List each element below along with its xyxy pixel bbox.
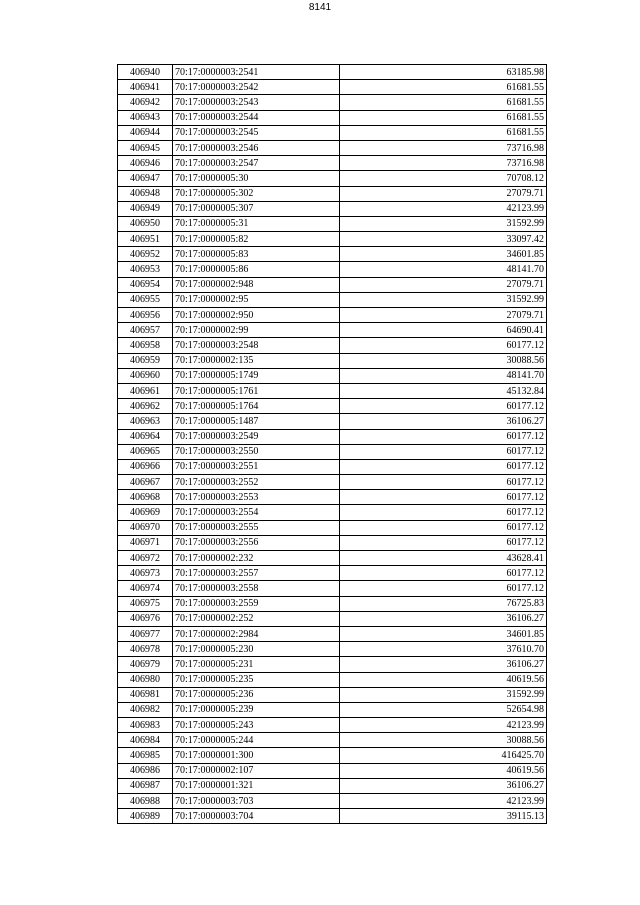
row-number-cell: 406952 bbox=[118, 247, 173, 262]
table-row bbox=[118, 505, 547, 520]
row-number-cell: 406960 bbox=[118, 368, 173, 383]
table-row bbox=[118, 216, 547, 231]
table-row bbox=[118, 672, 547, 687]
cadastral-number-cell: 70:17:0000005:31 bbox=[173, 216, 340, 231]
cadastral-number-cell: 70:17:0000005:236 bbox=[173, 687, 340, 702]
value-cell: 60177.12 bbox=[340, 338, 547, 353]
row-number-cell: 406955 bbox=[118, 292, 173, 307]
row-number-cell: 406972 bbox=[118, 551, 173, 566]
row-number-cell: 406977 bbox=[118, 626, 173, 641]
row-number-cell: 406942 bbox=[118, 95, 173, 110]
cadastral-number-cell: 70:17:0000005:230 bbox=[173, 642, 340, 657]
row-number-cell: 406964 bbox=[118, 429, 173, 444]
row-number-cell: 406981 bbox=[118, 687, 173, 702]
row-number-cell: 406987 bbox=[118, 778, 173, 793]
value-cell: 30088.56 bbox=[340, 733, 547, 748]
value-cell: 27079.71 bbox=[340, 277, 547, 292]
row-number-cell: 406976 bbox=[118, 611, 173, 626]
cadastral-number-cell: 70:17:0000005:235 bbox=[173, 672, 340, 687]
row-number-cell: 406963 bbox=[118, 414, 173, 429]
table-row bbox=[118, 611, 547, 626]
row-number-cell: 406983 bbox=[118, 718, 173, 733]
table-row bbox=[118, 566, 547, 581]
row-number-cell: 406980 bbox=[118, 672, 173, 687]
cadastral-number-cell: 70:17:0000003:2554 bbox=[173, 505, 340, 520]
row-number-cell: 406973 bbox=[118, 566, 173, 581]
page-number: 8141 bbox=[308, 2, 332, 13]
table-row bbox=[118, 383, 547, 398]
table-row bbox=[118, 171, 547, 186]
table-row bbox=[118, 65, 547, 80]
value-cell: 43628.41 bbox=[340, 551, 547, 566]
value-cell: 48141.70 bbox=[340, 368, 547, 383]
cadastral-number-cell: 70:17:0000003:2542 bbox=[173, 80, 340, 95]
value-cell: 70708.12 bbox=[340, 171, 547, 186]
cadastral-number-cell: 70:17:0000003:2544 bbox=[173, 110, 340, 125]
row-number-cell: 406948 bbox=[118, 186, 173, 201]
value-cell: 36106.27 bbox=[340, 778, 547, 793]
value-cell: 52654.98 bbox=[340, 702, 547, 717]
value-cell: 30088.56 bbox=[340, 353, 547, 368]
cadastral-number-cell: 70:17:0000005:244 bbox=[173, 733, 340, 748]
cadastral-number-cell: 70:17:0000003:2552 bbox=[173, 475, 340, 490]
value-cell: 73716.98 bbox=[340, 140, 547, 155]
row-number-cell: 406957 bbox=[118, 323, 173, 338]
value-cell: 42123.99 bbox=[340, 794, 547, 809]
cadastral-number-cell: 70:17:0000002:99 bbox=[173, 323, 340, 338]
value-cell: 60177.12 bbox=[340, 399, 547, 414]
table-row bbox=[118, 520, 547, 535]
row-number-cell: 406959 bbox=[118, 353, 173, 368]
table-row bbox=[118, 232, 547, 247]
cadastral-number-cell: 70:17:0000003:2556 bbox=[173, 535, 340, 550]
table-row bbox=[118, 748, 547, 763]
table-row bbox=[118, 763, 547, 778]
value-cell: 60177.12 bbox=[340, 520, 547, 535]
value-cell: 36106.27 bbox=[340, 611, 547, 626]
cadastral-number-cell: 70:17:0000003:2550 bbox=[173, 444, 340, 459]
cadastral-number-cell: 70:17:0000005:1764 bbox=[173, 399, 340, 414]
value-cell: 63185.98 bbox=[340, 65, 547, 80]
table-row bbox=[118, 353, 547, 368]
row-number-cell: 406946 bbox=[118, 156, 173, 171]
row-number-cell: 406954 bbox=[118, 277, 173, 292]
table-row bbox=[118, 581, 547, 596]
cadastral-number-cell: 70:17:0000003:2557 bbox=[173, 566, 340, 581]
row-number-cell: 406984 bbox=[118, 733, 173, 748]
value-cell: 61681.55 bbox=[340, 125, 547, 140]
row-number-cell: 406962 bbox=[118, 399, 173, 414]
cadastral-number-cell: 70:17:0000005:30 bbox=[173, 171, 340, 186]
data-table bbox=[117, 64, 547, 824]
row-number-cell: 406985 bbox=[118, 748, 173, 763]
table-row bbox=[118, 308, 547, 323]
value-cell: 60177.12 bbox=[340, 535, 547, 550]
row-number-cell: 406967 bbox=[118, 475, 173, 490]
value-cell: 36106.27 bbox=[340, 414, 547, 429]
row-number-cell: 406975 bbox=[118, 596, 173, 611]
cadastral-number-cell: 70:17:0000003:2541 bbox=[173, 65, 340, 80]
cadastral-number-cell: 70:17:0000005:1761 bbox=[173, 383, 340, 398]
cadastral-number-cell: 70:17:0000005:307 bbox=[173, 201, 340, 216]
value-cell: 416425.70 bbox=[340, 748, 547, 763]
row-number-cell: 406979 bbox=[118, 657, 173, 672]
value-cell: 61681.55 bbox=[340, 80, 547, 95]
table-row bbox=[118, 414, 547, 429]
cadastral-number-cell: 70:17:0000005:1487 bbox=[173, 414, 340, 429]
table-row bbox=[118, 262, 547, 277]
cadastral-number-cell: 70:17:0000003:2543 bbox=[173, 95, 340, 110]
table-row bbox=[118, 277, 547, 292]
row-number-cell: 406969 bbox=[118, 505, 173, 520]
value-cell: 60177.12 bbox=[340, 581, 547, 596]
value-cell: 64690.41 bbox=[340, 323, 547, 338]
table-row bbox=[118, 125, 547, 140]
row-number-cell: 406974 bbox=[118, 581, 173, 596]
cadastral-number-cell: 70:17:0000003:2548 bbox=[173, 338, 340, 353]
value-cell: 60177.12 bbox=[340, 566, 547, 581]
table-row bbox=[118, 140, 547, 155]
table-row bbox=[118, 110, 547, 125]
value-cell: 60177.12 bbox=[340, 459, 547, 474]
table-body bbox=[118, 65, 547, 824]
table-row bbox=[118, 642, 547, 657]
row-number-cell: 406953 bbox=[118, 262, 173, 277]
cadastral-number-cell: 70:17:0000005:243 bbox=[173, 718, 340, 733]
row-number-cell: 406950 bbox=[118, 216, 173, 231]
row-number-cell: 406956 bbox=[118, 308, 173, 323]
cadastral-number-cell: 70:17:0000003:2547 bbox=[173, 156, 340, 171]
value-cell: 45132.84 bbox=[340, 383, 547, 398]
value-cell: 39115.13 bbox=[340, 809, 547, 824]
value-cell: 60177.12 bbox=[340, 475, 547, 490]
cadastral-number-cell: 70:17:0000005:83 bbox=[173, 247, 340, 262]
cadastral-number-cell: 70:17:0000005:302 bbox=[173, 186, 340, 201]
row-number-cell: 406949 bbox=[118, 201, 173, 216]
value-cell: 37610.70 bbox=[340, 642, 547, 657]
cadastral-number-cell: 70:17:0000002:95 bbox=[173, 292, 340, 307]
cadastral-number-cell: 70:17:0000002:107 bbox=[173, 763, 340, 778]
value-cell: 34601.85 bbox=[340, 626, 547, 641]
table-row bbox=[118, 95, 547, 110]
value-cell: 31592.99 bbox=[340, 292, 547, 307]
cadastral-number-cell: 70:17:0000003:703 bbox=[173, 794, 340, 809]
value-cell: 34601.85 bbox=[340, 247, 547, 262]
value-cell: 42123.99 bbox=[340, 201, 547, 216]
value-cell: 40619.56 bbox=[340, 672, 547, 687]
row-number-cell: 406944 bbox=[118, 125, 173, 140]
cadastral-number-cell: 70:17:0000003:2549 bbox=[173, 429, 340, 444]
table-row bbox=[118, 429, 547, 444]
cadastral-number-cell: 70:17:0000003:704 bbox=[173, 809, 340, 824]
table-row bbox=[118, 535, 547, 550]
cadastral-number-cell: 70:17:0000003:2555 bbox=[173, 520, 340, 535]
table-row bbox=[118, 399, 547, 414]
value-cell: 61681.55 bbox=[340, 110, 547, 125]
row-number-cell: 406961 bbox=[118, 383, 173, 398]
row-number-cell: 406965 bbox=[118, 444, 173, 459]
table-row bbox=[118, 718, 547, 733]
table-row bbox=[118, 490, 547, 505]
value-cell: 48141.70 bbox=[340, 262, 547, 277]
row-number-cell: 406958 bbox=[118, 338, 173, 353]
cadastral-number-cell: 70:17:0000005:82 bbox=[173, 232, 340, 247]
row-number-cell: 406947 bbox=[118, 171, 173, 186]
table-row bbox=[118, 657, 547, 672]
table-row bbox=[118, 186, 547, 201]
value-cell: 33097.42 bbox=[340, 232, 547, 247]
value-cell: 60177.12 bbox=[340, 505, 547, 520]
cadastral-number-cell: 70:17:0000002:2984 bbox=[173, 626, 340, 641]
value-cell: 40619.56 bbox=[340, 763, 547, 778]
table-row bbox=[118, 156, 547, 171]
table-row bbox=[118, 247, 547, 262]
cadastral-number-cell: 70:17:0000003:2559 bbox=[173, 596, 340, 611]
table-row bbox=[118, 596, 547, 611]
table-row bbox=[118, 551, 547, 566]
cadastral-number-cell: 70:17:0000002:252 bbox=[173, 611, 340, 626]
table-row bbox=[118, 368, 547, 383]
cadastral-number-cell: 70:17:0000003:2545 bbox=[173, 125, 340, 140]
cadastral-number-cell: 70:17:0000005:231 bbox=[173, 657, 340, 672]
table-row bbox=[118, 323, 547, 338]
cadastral-number-cell: 70:17:0000003:2546 bbox=[173, 140, 340, 155]
cadastral-number-cell: 70:17:0000001:321 bbox=[173, 778, 340, 793]
value-cell: 42123.99 bbox=[340, 718, 547, 733]
row-number-cell: 406989 bbox=[118, 809, 173, 824]
value-cell: 76725.83 bbox=[340, 596, 547, 611]
cadastral-number-cell: 70:17:0000002:948 bbox=[173, 277, 340, 292]
table-row bbox=[118, 475, 547, 490]
table-row bbox=[118, 702, 547, 717]
table-row bbox=[118, 80, 547, 95]
table-row bbox=[118, 201, 547, 216]
table-row bbox=[118, 444, 547, 459]
table-row bbox=[118, 794, 547, 809]
table-row bbox=[118, 687, 547, 702]
row-number-cell: 406941 bbox=[118, 80, 173, 95]
value-cell: 36106.27 bbox=[340, 657, 547, 672]
table-row bbox=[118, 292, 547, 307]
value-cell: 60177.12 bbox=[340, 429, 547, 444]
table-row bbox=[118, 459, 547, 474]
cadastral-number-cell: 70:17:0000005:239 bbox=[173, 702, 340, 717]
value-cell: 31592.99 bbox=[340, 216, 547, 231]
row-number-cell: 406951 bbox=[118, 232, 173, 247]
row-number-cell: 406982 bbox=[118, 702, 173, 717]
cadastral-number-cell: 70:17:0000003:2553 bbox=[173, 490, 340, 505]
table-row bbox=[118, 778, 547, 793]
cadastral-number-cell: 70:17:0000002:950 bbox=[173, 308, 340, 323]
row-number-cell: 406968 bbox=[118, 490, 173, 505]
row-number-cell: 406940 bbox=[118, 65, 173, 80]
table-row bbox=[118, 338, 547, 353]
row-number-cell: 406986 bbox=[118, 763, 173, 778]
row-number-cell: 406971 bbox=[118, 535, 173, 550]
value-cell: 61681.55 bbox=[340, 95, 547, 110]
cadastral-number-cell: 70:17:0000002:135 bbox=[173, 353, 340, 368]
cadastral-number-cell: 70:17:0000003:2551 bbox=[173, 459, 340, 474]
cadastral-number-cell: 70:17:0000005:86 bbox=[173, 262, 340, 277]
value-cell: 73716.98 bbox=[340, 156, 547, 171]
cadastral-number-cell: 70:17:0000001:300 bbox=[173, 748, 340, 763]
value-cell: 27079.71 bbox=[340, 308, 547, 323]
cadastral-number-cell: 70:17:0000002:232 bbox=[173, 551, 340, 566]
table-row bbox=[118, 626, 547, 641]
value-cell: 27079.71 bbox=[340, 186, 547, 201]
value-cell: 60177.12 bbox=[340, 490, 547, 505]
row-number-cell: 406945 bbox=[118, 140, 173, 155]
cadastral-number-cell: 70:17:0000003:2558 bbox=[173, 581, 340, 596]
row-number-cell: 406978 bbox=[118, 642, 173, 657]
row-number-cell: 406966 bbox=[118, 459, 173, 474]
row-number-cell: 406970 bbox=[118, 520, 173, 535]
value-cell: 31592.99 bbox=[340, 687, 547, 702]
cadastral-number-cell: 70:17:0000005:1749 bbox=[173, 368, 340, 383]
table-row bbox=[118, 733, 547, 748]
row-number-cell: 406943 bbox=[118, 110, 173, 125]
value-cell: 60177.12 bbox=[340, 444, 547, 459]
table-row bbox=[118, 809, 547, 824]
row-number-cell: 406988 bbox=[118, 794, 173, 809]
